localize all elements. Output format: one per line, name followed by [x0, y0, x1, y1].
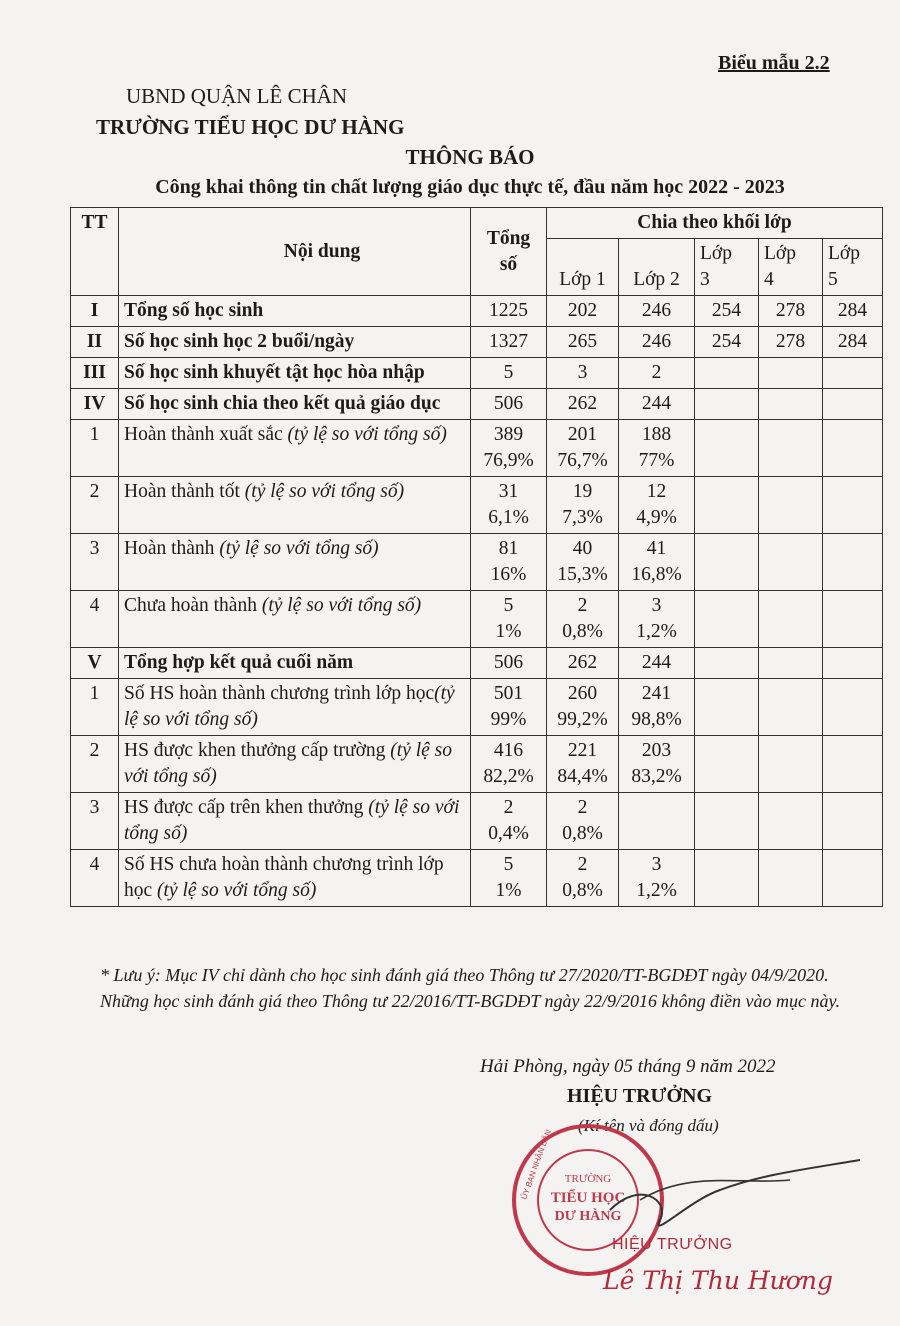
row-g5: [823, 850, 883, 907]
row-g2: 244: [619, 389, 695, 420]
row-total: 506: [471, 389, 547, 420]
place-date: Hải Phòng, ngày 05 tháng 9 năm 2022: [480, 1056, 776, 1077]
sign-title: HIỆU TRƯỞNG: [567, 1085, 713, 1107]
row-g1: 202: [547, 296, 619, 327]
row-g2: 203 83,2%: [619, 736, 695, 793]
org-line-1: UBND QUẬN LÊ CHÂN: [126, 84, 348, 108]
header-grade-1: Lớp 1: [547, 239, 619, 296]
quality-table: [70, 207, 883, 907]
table-row: [71, 679, 883, 736]
row-total: 1327: [471, 327, 547, 358]
row-g5: [823, 358, 883, 389]
row-g5: [823, 389, 883, 420]
row-g3: [695, 736, 759, 793]
row-g2: 3 1,2%: [619, 850, 695, 907]
row-g4: [759, 534, 823, 591]
org-line-2: TRƯỜNG TIỂU HỌC DƯ HÀNG: [96, 115, 405, 139]
row-content: Hoàn thành xuất sắc (tỷ lệ so với tổng số): [119, 420, 471, 477]
row-content: Số HS hoàn thành chương trình lớp học(tỷ lệ so với tổng số): [119, 679, 471, 736]
row-g2: 244: [619, 648, 695, 679]
svg-text:ỦY BAN NHÂN DÂN: ỦY BAN NHÂN DÂN: [519, 1128, 554, 1201]
row-g4: [759, 679, 823, 736]
table-row: [71, 736, 883, 793]
row-g3: [695, 648, 759, 679]
row-g5: [823, 736, 883, 793]
row-total: 501 99%: [471, 679, 547, 736]
row-content: Tổng hợp kết quả cuối năm: [119, 648, 471, 679]
row-g3: [695, 850, 759, 907]
row-content: Số học sinh học 2 buổi/ngày: [119, 327, 471, 358]
row-g5: 284: [823, 327, 883, 358]
row-g4: [759, 648, 823, 679]
row-g4: [759, 591, 823, 648]
table-row: [71, 477, 883, 534]
row-tt: 1: [71, 420, 119, 477]
row-g1: 260 99,2%: [547, 679, 619, 736]
row-g3: 254: [695, 327, 759, 358]
row-tt: 3: [71, 534, 119, 591]
row-g1: 19 7,3%: [547, 477, 619, 534]
row-content: Tổng số học sinh: [119, 296, 471, 327]
row-g4: [759, 477, 823, 534]
stamp-title: HIỆU TRƯỞNG: [612, 1236, 733, 1253]
row-g2: 241 98,8%: [619, 679, 695, 736]
row-g2: 12 4,9%: [619, 477, 695, 534]
row-total: 2 0,4%: [471, 793, 547, 850]
row-tt: 4: [71, 850, 119, 907]
table-body: [71, 296, 883, 907]
row-g3: [695, 389, 759, 420]
row-g4: [759, 736, 823, 793]
row-g1: 262: [547, 648, 619, 679]
row-g3: [695, 793, 759, 850]
form-code: Biểu mẫu 2.2: [718, 52, 830, 74]
table-row: [71, 591, 883, 648]
row-g4: [759, 850, 823, 907]
table-row: [71, 389, 883, 420]
table-row: [71, 358, 883, 389]
footnote: * Lưu ý: Mục IV chỉ dành cho học sinh đánh giá theo Thông tư 27/2020/TT-BGDĐT ngày 04/9/2020. Những học sinh đánh giá theo Thông tư 22/2016/TT-BGDĐT ngày 22/9/2016 không điền vào mục này.: [100, 965, 840, 1011]
row-total: 81 16%: [471, 534, 547, 591]
row-g5: [823, 420, 883, 477]
table-row: [71, 420, 883, 477]
row-g3: [695, 534, 759, 591]
row-g1: 265: [547, 327, 619, 358]
row-g1: 201 76,7%: [547, 420, 619, 477]
row-g5: [823, 679, 883, 736]
table-row: [71, 327, 883, 358]
row-tt: 3: [71, 793, 119, 850]
row-total: 416 82,2%: [471, 736, 547, 793]
row-g5: [823, 534, 883, 591]
sign-subtitle: (Kí tên và đóng dấu): [578, 1116, 719, 1135]
row-g3: [695, 591, 759, 648]
row-g1: 221 84,4%: [547, 736, 619, 793]
row-g2: 188 77%: [619, 420, 695, 477]
row-tt: I: [71, 296, 119, 327]
row-content: Số học sinh chia theo kết quả giáo dục: [119, 389, 471, 420]
row-total: 5 1%: [471, 591, 547, 648]
row-content: Hoàn thành (tỷ lệ so với tổng số): [119, 534, 471, 591]
row-g3: [695, 358, 759, 389]
header-by-grade: Chia theo khối lớp: [547, 208, 883, 239]
table-row: [71, 648, 883, 679]
row-g4: [759, 389, 823, 420]
header-row: [71, 208, 883, 239]
row-content: Số HS chưa hoàn thành chương trình lớp học (tỷ lệ so với tổng số): [119, 850, 471, 907]
row-tt: 4: [71, 591, 119, 648]
row-g4: 278: [759, 327, 823, 358]
row-g4: 278: [759, 296, 823, 327]
row-content: Số học sinh khuyết tật học hòa nhập: [119, 358, 471, 389]
row-content: Chưa hoàn thành (tỷ lệ so với tổng số): [119, 591, 471, 648]
svg-text:TIỂU HỌC: TIỂU HỌC: [550, 1190, 626, 1206]
svg-text:DƯ HÀNG: DƯ HÀNG: [554, 1209, 622, 1224]
header-grade-5: Lớp 5: [823, 239, 883, 296]
row-total: 5: [471, 358, 547, 389]
row-g5: [823, 591, 883, 648]
row-total: 389 76,9%: [471, 420, 547, 477]
row-total: 506: [471, 648, 547, 679]
row-g5: [823, 477, 883, 534]
row-g3: [695, 420, 759, 477]
row-tt: II: [71, 327, 119, 358]
row-g1: 2 0,8%: [547, 591, 619, 648]
row-tt: 2: [71, 736, 119, 793]
table-row: [71, 850, 883, 907]
row-g1: 3: [547, 358, 619, 389]
row-tt: III: [71, 358, 119, 389]
row-content: Hoàn thành tốt (tỷ lệ so với tổng số): [119, 477, 471, 534]
row-g1: 262: [547, 389, 619, 420]
svg-text:TRƯỜNG: TRƯỜNG: [564, 1173, 612, 1185]
row-g5: [823, 648, 883, 679]
row-g5: 284: [823, 296, 883, 327]
row-g3: 254: [695, 296, 759, 327]
header-tt: TT: [71, 208, 119, 296]
row-g1: 2 0,8%: [547, 850, 619, 907]
row-g4: [759, 358, 823, 389]
row-tt: IV: [71, 389, 119, 420]
row-content: HS được khen thưởng cấp trường (tỷ lệ so với tổng số): [119, 736, 471, 793]
header-grade-3: Lớp 3: [695, 239, 759, 296]
row-g2: [619, 793, 695, 850]
row-g3: [695, 477, 759, 534]
header-grade-2: Lớp 2: [619, 239, 695, 296]
table-row: [71, 534, 883, 591]
header-grade-4: Lớp 4: [759, 239, 823, 296]
row-g3: [695, 679, 759, 736]
row-tt: 1: [71, 679, 119, 736]
row-g1: 2 0,8%: [547, 793, 619, 850]
table-row: [71, 296, 883, 327]
row-total: 5 1%: [471, 850, 547, 907]
signer-name: Lê Thị Thu Hương: [603, 1266, 833, 1295]
row-g2: 2: [619, 358, 695, 389]
table-row: [71, 793, 883, 850]
row-g4: [759, 793, 823, 850]
row-g5: [823, 793, 883, 850]
row-tt: V: [71, 648, 119, 679]
header-content: Nội dung: [119, 208, 471, 296]
document-subtitle: Công khai thông tin chất lượng giáo dục thực tế, đầu năm học 2022 - 2023: [155, 176, 785, 198]
row-content: HS được cấp trên khen thưởng (tỷ lệ so với tổng số): [119, 793, 471, 850]
row-g1: 40 15,3%: [547, 534, 619, 591]
row-g2: 246: [619, 296, 695, 327]
row-total: 31 6,1%: [471, 477, 547, 534]
header-total: Tổng số: [471, 208, 547, 296]
row-g2: 246: [619, 327, 695, 358]
row-g2: 3 1,2%: [619, 591, 695, 648]
document-title: THÔNG BÁO: [405, 145, 535, 169]
row-tt: 2: [71, 477, 119, 534]
row-g4: [759, 420, 823, 477]
row-g2: 41 16,8%: [619, 534, 695, 591]
row-total: 1225: [471, 296, 547, 327]
